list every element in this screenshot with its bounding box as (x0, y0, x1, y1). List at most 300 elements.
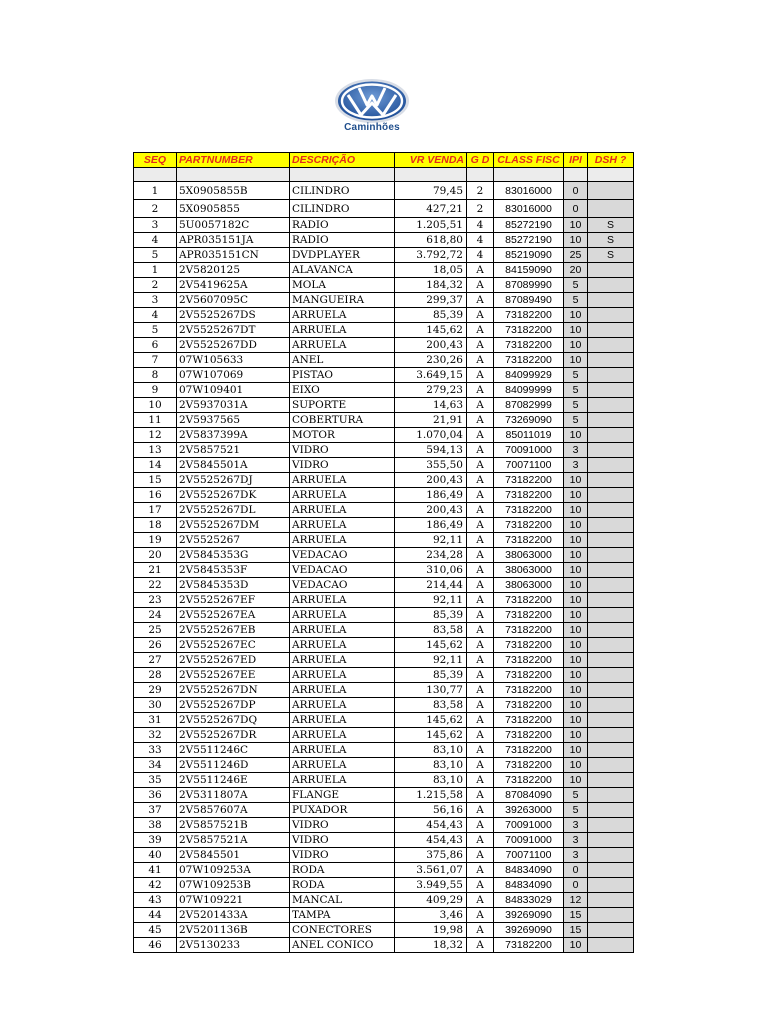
row-seq: 2 (134, 200, 177, 218)
row-partnumber: 2V5525267DJ (177, 473, 290, 488)
row-class-fisc: 73182200 (494, 533, 564, 548)
row-ipi: 5 (564, 803, 588, 818)
table-row (134, 338, 634, 353)
row-partnumber: 2V5511246E (177, 773, 290, 788)
row-descricao: ARRUELA (290, 758, 395, 773)
row-partnumber: 07W109401 (177, 383, 290, 398)
row-dsh (588, 263, 634, 278)
table-row (134, 233, 634, 248)
row-descricao: ANEL CONICO (290, 938, 395, 953)
row-ipi: 5 (564, 788, 588, 803)
row-seq: 6 (134, 338, 177, 353)
row-ipi: 5 (564, 383, 588, 398)
row-gd: A (467, 428, 494, 443)
row-partnumber: 07W109253A (177, 863, 290, 878)
row-vr-venda: 83,10 (395, 773, 467, 788)
row-seq: 46 (134, 938, 177, 953)
table-row (134, 683, 634, 698)
row-dsh (588, 398, 634, 413)
row-descricao: FLANGE (290, 788, 395, 803)
table-row (134, 182, 634, 200)
row-vr-venda: 92,11 (395, 533, 467, 548)
row-vr-venda: 3,46 (395, 908, 467, 923)
table-row (134, 653, 634, 668)
table-row (134, 413, 634, 428)
row-vr-venda: 279,23 (395, 383, 467, 398)
row-ipi: 3 (564, 458, 588, 473)
row-seq: 4 (134, 308, 177, 323)
vw-emblem-icon (326, 78, 418, 124)
row-ipi: 5 (564, 398, 588, 413)
row-descricao: VIDRO (290, 848, 395, 863)
row-ipi: 3 (564, 848, 588, 863)
row-dsh (588, 443, 634, 458)
row-descricao: RODA (290, 863, 395, 878)
row-class-fisc: 38063000 (494, 548, 564, 563)
row-seq: 28 (134, 668, 177, 683)
row-vr-venda: 1.215,58 (395, 788, 467, 803)
row-class-fisc: 70091000 (494, 818, 564, 833)
row-vr-venda: 454,43 (395, 833, 467, 848)
row-ipi: 10 (564, 653, 588, 668)
table-row (134, 398, 634, 413)
row-partnumber: 2V5937565 (177, 413, 290, 428)
table-row (134, 803, 634, 818)
row-seq: 10 (134, 398, 177, 413)
row-descricao: ARRUELA (290, 698, 395, 713)
row-vr-venda: 145,62 (395, 713, 467, 728)
row-partnumber: 2V5525267EB (177, 623, 290, 638)
row-seq: 25 (134, 623, 177, 638)
row-gd: A (467, 503, 494, 518)
table-row (134, 773, 634, 788)
row-vr-venda: 85,39 (395, 308, 467, 323)
row-vr-venda: 299,37 (395, 293, 467, 308)
table-row (134, 668, 634, 683)
table-row (134, 458, 634, 473)
row-ipi: 10 (564, 518, 588, 533)
row-class-fisc: 70071100 (494, 848, 564, 863)
row-gd: A (467, 698, 494, 713)
row-seq: 43 (134, 893, 177, 908)
row-seq: 22 (134, 578, 177, 593)
row-gd: 4 (467, 218, 494, 233)
row-class-fisc: 73182200 (494, 938, 564, 953)
row-seq: 40 (134, 848, 177, 863)
row-partnumber: 2V5511246C (177, 743, 290, 758)
row-partnumber: 2V5311807A (177, 788, 290, 803)
row-ipi: 5 (564, 413, 588, 428)
row-ipi: 10 (564, 548, 588, 563)
row-partnumber: 5U0057182C (177, 218, 290, 233)
row-class-fisc: 84833029 (494, 893, 564, 908)
row-partnumber: 2V5525267DQ (177, 713, 290, 728)
row-partnumber: 2V5525267DM (177, 518, 290, 533)
row-seq: 37 (134, 803, 177, 818)
row-class-fisc: 87089490 (494, 293, 564, 308)
row-ipi: 10 (564, 608, 588, 623)
row-partnumber: 2V5525267DD (177, 338, 290, 353)
row-gd: A (467, 818, 494, 833)
row-vr-venda: 83,58 (395, 623, 467, 638)
row-class-fisc: 83016000 (494, 182, 564, 200)
row-dsh (588, 488, 634, 503)
row-gd: A (467, 608, 494, 623)
row-partnumber: 2V5857521A (177, 833, 290, 848)
row-gd: A (467, 563, 494, 578)
row-class-fisc: 73182200 (494, 758, 564, 773)
table-row (134, 368, 634, 383)
table-row (134, 833, 634, 848)
row-descricao: EIXO (290, 383, 395, 398)
row-seq: 5 (134, 248, 177, 263)
row-ipi: 10 (564, 938, 588, 953)
row-ipi: 10 (564, 308, 588, 323)
row-dsh (588, 848, 634, 863)
row-partnumber: 07W107069 (177, 368, 290, 383)
row-gd: A (467, 668, 494, 683)
row-vr-venda: 145,62 (395, 323, 467, 338)
row-vr-venda: 56,16 (395, 803, 467, 818)
row-vr-venda: 1.070,04 (395, 428, 467, 443)
row-descricao: ARRUELA (290, 773, 395, 788)
row-seq: 36 (134, 788, 177, 803)
row-descricao: ARRUELA (290, 488, 395, 503)
row-class-fisc: 73182200 (494, 518, 564, 533)
row-gd: A (467, 368, 494, 383)
row-dsh (588, 278, 634, 293)
row-gd: A (467, 833, 494, 848)
row-vr-venda: 230,26 (395, 353, 467, 368)
row-dsh (588, 878, 634, 893)
row-seq: 30 (134, 698, 177, 713)
row-class-fisc: 73182200 (494, 338, 564, 353)
row-vr-venda: 79,45 (395, 182, 467, 200)
row-dsh (588, 638, 634, 653)
row-class-fisc: 84834090 (494, 878, 564, 893)
row-descricao: MANGUEIRA (290, 293, 395, 308)
row-gd: A (467, 488, 494, 503)
row-partnumber: 2V5607095C (177, 293, 290, 308)
row-seq: 8 (134, 368, 177, 383)
row-ipi: 10 (564, 533, 588, 548)
row-ipi: 20 (564, 263, 588, 278)
table-row (134, 353, 634, 368)
row-gd: A (467, 413, 494, 428)
row-class-fisc: 84834090 (494, 863, 564, 878)
row-seq: 3 (134, 293, 177, 308)
row-ipi: 10 (564, 338, 588, 353)
table-row (134, 848, 634, 863)
table-row (134, 923, 634, 938)
table-row (134, 218, 634, 233)
row-dsh (588, 200, 634, 218)
row-gd: 2 (467, 200, 494, 218)
row-ipi: 10 (564, 773, 588, 788)
row-vr-venda: 375,86 (395, 848, 467, 863)
row-seq: 29 (134, 683, 177, 698)
row-partnumber: 2V5845353F (177, 563, 290, 578)
row-dsh: S (588, 233, 634, 248)
row-partnumber: 2V5419625A (177, 278, 290, 293)
row-dsh (588, 548, 634, 563)
table-row (134, 263, 634, 278)
row-seq: 13 (134, 443, 177, 458)
row-gd: A (467, 548, 494, 563)
row-gd: A (467, 278, 494, 293)
row-seq: 1 (134, 263, 177, 278)
row-partnumber: 2V5525267EE (177, 668, 290, 683)
row-partnumber: 2V5525267ED (177, 653, 290, 668)
table-row (134, 443, 634, 458)
row-descricao: VIDRO (290, 833, 395, 848)
row-seq: 42 (134, 878, 177, 893)
row-descricao: VIDRO (290, 818, 395, 833)
header-partnumber: PARTNUMBER (177, 153, 290, 168)
row-class-fisc: 85272190 (494, 218, 564, 233)
row-seq: 35 (134, 773, 177, 788)
row-descricao: COBERTURA (290, 413, 395, 428)
table-row (134, 608, 634, 623)
row-class-fisc: 84159090 (494, 263, 564, 278)
row-descricao: PISTAO (290, 368, 395, 383)
row-seq: 12 (134, 428, 177, 443)
row-seq: 41 (134, 863, 177, 878)
row-seq: 38 (134, 818, 177, 833)
row-vr-venda: 92,11 (395, 593, 467, 608)
table-row (134, 758, 634, 773)
row-ipi: 10 (564, 578, 588, 593)
row-vr-venda: 200,43 (395, 473, 467, 488)
row-class-fisc: 73182200 (494, 593, 564, 608)
row-partnumber: 2V5845501 (177, 848, 290, 863)
row-partnumber: 2V5525267DK (177, 488, 290, 503)
row-gd: A (467, 533, 494, 548)
row-ipi: 10 (564, 743, 588, 758)
row-dsh (588, 182, 634, 200)
row-descricao: ARRUELA (290, 623, 395, 638)
row-vr-venda: 145,62 (395, 728, 467, 743)
row-seq: 1 (134, 182, 177, 200)
row-descricao: ARRUELA (290, 323, 395, 338)
row-partnumber: 07W109221 (177, 893, 290, 908)
blank-row (134, 168, 634, 182)
row-ipi: 10 (564, 473, 588, 488)
row-vr-venda: 200,43 (395, 503, 467, 518)
row-descricao: ARRUELA (290, 533, 395, 548)
row-descricao: MOLA (290, 278, 395, 293)
row-seq: 7 (134, 353, 177, 368)
row-descricao: VEDACAO (290, 548, 395, 563)
row-class-fisc: 83016000 (494, 200, 564, 218)
row-class-fisc: 73182200 (494, 638, 564, 653)
row-dsh (588, 668, 634, 683)
row-dsh (588, 773, 634, 788)
row-partnumber: 2V5201433A (177, 908, 290, 923)
row-descricao: ALAVANCA (290, 263, 395, 278)
row-partnumber: 2V5525267 (177, 533, 290, 548)
row-dsh (588, 518, 634, 533)
row-partnumber: 5X0905855B (177, 182, 290, 200)
table-row (134, 593, 634, 608)
row-class-fisc: 85272190 (494, 233, 564, 248)
row-dsh (588, 428, 634, 443)
row-class-fisc: 84099999 (494, 383, 564, 398)
row-gd: A (467, 338, 494, 353)
vw-caminhoes-logo (326, 78, 418, 140)
row-class-fisc: 39269090 (494, 908, 564, 923)
row-partnumber: 2V5845353G (177, 548, 290, 563)
row-gd: A (467, 518, 494, 533)
row-gd: A (467, 803, 494, 818)
row-dsh (588, 698, 634, 713)
row-descricao: ARRUELA (290, 653, 395, 668)
header-seq: SEQ (134, 153, 177, 168)
row-gd: A (467, 743, 494, 758)
table-row (134, 908, 634, 923)
row-ipi: 10 (564, 233, 588, 248)
row-partnumber: 2V5525267DT (177, 323, 290, 338)
row-partnumber: 2V5525267DS (177, 308, 290, 323)
row-seq: 4 (134, 233, 177, 248)
row-vr-venda: 186,49 (395, 518, 467, 533)
row-descricao: VIDRO (290, 458, 395, 473)
row-dsh (588, 413, 634, 428)
row-ipi: 5 (564, 293, 588, 308)
row-seq: 17 (134, 503, 177, 518)
row-dsh (588, 323, 634, 338)
row-dsh (588, 758, 634, 773)
row-dsh (588, 608, 634, 623)
row-seq: 21 (134, 563, 177, 578)
row-dsh (588, 458, 634, 473)
row-descricao: CILINDRO (290, 182, 395, 200)
row-class-fisc: 70071100 (494, 458, 564, 473)
row-vr-venda: 454,43 (395, 818, 467, 833)
row-ipi: 10 (564, 728, 588, 743)
row-descricao: MANCAL (290, 893, 395, 908)
row-partnumber: APR035151JA (177, 233, 290, 248)
row-class-fisc: 73182200 (494, 308, 564, 323)
row-gd: A (467, 293, 494, 308)
table-row (134, 323, 634, 338)
row-class-fisc: 38063000 (494, 578, 564, 593)
row-gd: 2 (467, 182, 494, 200)
row-vr-venda: 409,29 (395, 893, 467, 908)
row-seq: 33 (134, 743, 177, 758)
row-class-fisc: 73182200 (494, 503, 564, 518)
table-row (134, 623, 634, 638)
row-partnumber: 2V5837399A (177, 428, 290, 443)
row-vr-venda: 83,10 (395, 743, 467, 758)
row-vr-venda: 19,98 (395, 923, 467, 938)
row-vr-venda: 184,32 (395, 278, 467, 293)
row-ipi: 12 (564, 893, 588, 908)
table-row (134, 503, 634, 518)
row-ipi: 5 (564, 368, 588, 383)
header-gd: G D (467, 153, 494, 168)
table-row (134, 200, 634, 218)
table-row (134, 938, 634, 953)
header-vr-venda: VR VENDA (395, 153, 467, 168)
row-partnumber: 2V5525267DL (177, 503, 290, 518)
row-class-fisc: 73182200 (494, 323, 564, 338)
row-dsh (588, 368, 634, 383)
table-row (134, 893, 634, 908)
row-class-fisc: 73182200 (494, 713, 564, 728)
row-class-fisc: 73182200 (494, 728, 564, 743)
row-seq: 14 (134, 458, 177, 473)
row-class-fisc: 73182200 (494, 623, 564, 638)
row-vr-venda: 1.205,51 (395, 218, 467, 233)
row-class-fisc: 39269090 (494, 923, 564, 938)
row-vr-venda: 83,10 (395, 758, 467, 773)
row-gd: A (467, 638, 494, 653)
row-descricao: RODA (290, 878, 395, 893)
row-vr-venda: 200,43 (395, 338, 467, 353)
row-dsh (588, 833, 634, 848)
row-class-fisc: 87084090 (494, 788, 564, 803)
row-gd: A (467, 653, 494, 668)
row-dsh (588, 533, 634, 548)
row-gd: A (467, 893, 494, 908)
row-class-fisc: 73182200 (494, 698, 564, 713)
row-ipi: 15 (564, 908, 588, 923)
row-vr-venda: 3.949,55 (395, 878, 467, 893)
row-class-fisc: 85219090 (494, 248, 564, 263)
row-dsh (588, 788, 634, 803)
row-gd: A (467, 713, 494, 728)
row-descricao: ARRUELA (290, 518, 395, 533)
row-gd: A (467, 863, 494, 878)
row-dsh (588, 593, 634, 608)
row-descricao: ARRUELA (290, 473, 395, 488)
row-descricao: TAMPA (290, 908, 395, 923)
table-row (134, 488, 634, 503)
row-seq: 45 (134, 923, 177, 938)
row-dsh (588, 293, 634, 308)
table-row (134, 743, 634, 758)
row-seq: 19 (134, 533, 177, 548)
row-ipi: 10 (564, 638, 588, 653)
table-row (134, 428, 634, 443)
header-ipi: IPI (564, 153, 588, 168)
row-gd: A (467, 788, 494, 803)
row-gd: A (467, 398, 494, 413)
row-gd: A (467, 458, 494, 473)
row-vr-venda: 186,49 (395, 488, 467, 503)
row-descricao: VEDACAO (290, 578, 395, 593)
row-class-fisc: 70091000 (494, 443, 564, 458)
table-row (134, 788, 634, 803)
row-dsh (588, 908, 634, 923)
row-class-fisc: 73182200 (494, 608, 564, 623)
row-ipi: 25 (564, 248, 588, 263)
row-ipi: 10 (564, 683, 588, 698)
row-descricao: ARRUELA (290, 608, 395, 623)
row-vr-venda: 3.561,07 (395, 863, 467, 878)
row-partnumber: 2V5525267DR (177, 728, 290, 743)
row-dsh (588, 623, 634, 638)
row-dsh (588, 578, 634, 593)
row-descricao: RADIO (290, 218, 395, 233)
row-seq: 39 (134, 833, 177, 848)
table-row (134, 878, 634, 893)
row-seq: 5 (134, 323, 177, 338)
row-gd: A (467, 473, 494, 488)
row-class-fisc: 73182200 (494, 353, 564, 368)
row-seq: 2 (134, 278, 177, 293)
